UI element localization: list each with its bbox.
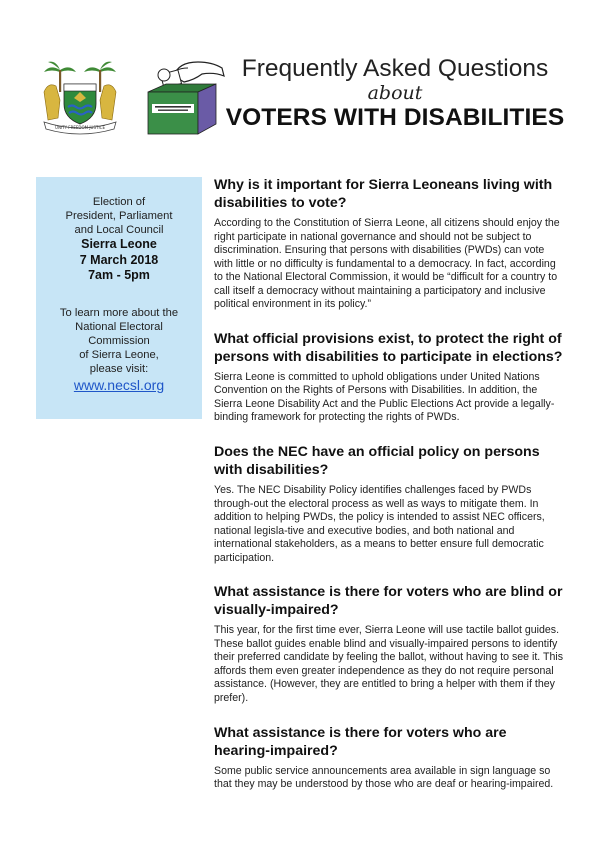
faq-item <box>214 330 566 425</box>
learn-more-line-2: National Electoral <box>75 320 163 333</box>
faq-question: What official provisions exist, to protect the right of persons with disabilities to participate in elections? <box>214 330 563 365</box>
election-line-1: Election of <box>92 196 146 208</box>
learn-more-line-4: of Sierra Leone, <box>79 348 159 361</box>
election-hours: 7am - 5pm <box>88 268 150 282</box>
learn-more <box>36 306 202 394</box>
faq-item <box>214 583 566 705</box>
necsl-website-link[interactable]: www.necsl.org <box>73 376 165 393</box>
learn-more-line-5: please visit: <box>89 362 149 375</box>
faq-list <box>214 176 566 810</box>
faq-question: What assistance is there for voters who are hearing-impaired? <box>214 724 507 759</box>
coat-of-arms-icon <box>38 52 122 136</box>
faq-answer: Some public service announcements area available in sign language so that they may be understood by those who are deaf or hearing-impaired. <box>214 764 554 791</box>
election-country: Sierra Leone <box>81 237 157 251</box>
faq-answer: According to the Constitution of Sierra Leone, all citizens should enjoy the right participate in national governance and should not be subject to discrimination. Ensuring that persons with disabilities (PWDs) can vote with little or no difficulty is fundamental to a democracy. In fact, according to the National Electoral Commission, it would be “difficult for a country to call itself a democracy without maintaining a participatory and inclusive political environment in its policy.” <box>214 217 560 311</box>
election-date: 7 March 2018 <box>79 252 159 267</box>
faq-answer: Yes. The NEC Disability Policy identifies challenges faced by PWDs through-out the electoral process as well as ways to mitigate them. In addition to helping PWDs, the policy is intended to assist NEC officers, national legisla-tive and executive bodies, and both national and international stakeholders, as a means to better ensure full democratic participation. <box>214 484 545 564</box>
election-line-2: President, Parliament <box>65 210 173 222</box>
logo-group <box>38 52 228 142</box>
learn-more-line-3: Commission <box>88 334 150 347</box>
faq-answer: Sierra Leone is committed to uphold obligations under United Nations Convention on the Rights of Persons with Disabilities. In addition, the Sierra Leone Disability Act and the Public Elections Act provide a legally-binding framework for protecting the rights of PWDs. <box>214 370 555 424</box>
faq-question: Why is it important for Sierra Leoneans living with disabilities to vote? <box>214 177 553 211</box>
header-title: Frequently Asked Questions <box>241 55 549 82</box>
election-info-sidebar <box>36 177 202 419</box>
faq-item <box>214 724 566 792</box>
election-info <box>36 177 202 284</box>
learn-more-line-1: To learn more about the <box>59 306 179 319</box>
election-line-3: and Local Council <box>74 224 164 236</box>
faq-answer: This year, for the first time ever, Sierra Leone will use tactile ballot guides. These ballot guides enable blind and visually-impaired persons to identify their preferred candidate by feeling the ballot, without having to see it. This affords them even greater independence as they do not require personal assistance. (However, they are entitled to bring a helper with them if they prefer). <box>214 624 564 705</box>
faq-item <box>214 176 566 312</box>
faq-question: What assistance is there for voters who are blind or visually-impaired? <box>214 584 563 619</box>
header-subject: VOTERS WITH DISABILITIES <box>225 104 565 131</box>
faq-question: Does the NEC have an official policy on persons with disabilities? <box>214 444 540 479</box>
header-about: about <box>367 82 423 104</box>
svg-text:UNITY FREEDOM JUSTICE: UNITY FREEDOM JUSTICE <box>55 125 105 130</box>
page-header <box>215 54 575 133</box>
faq-item <box>214 443 566 565</box>
